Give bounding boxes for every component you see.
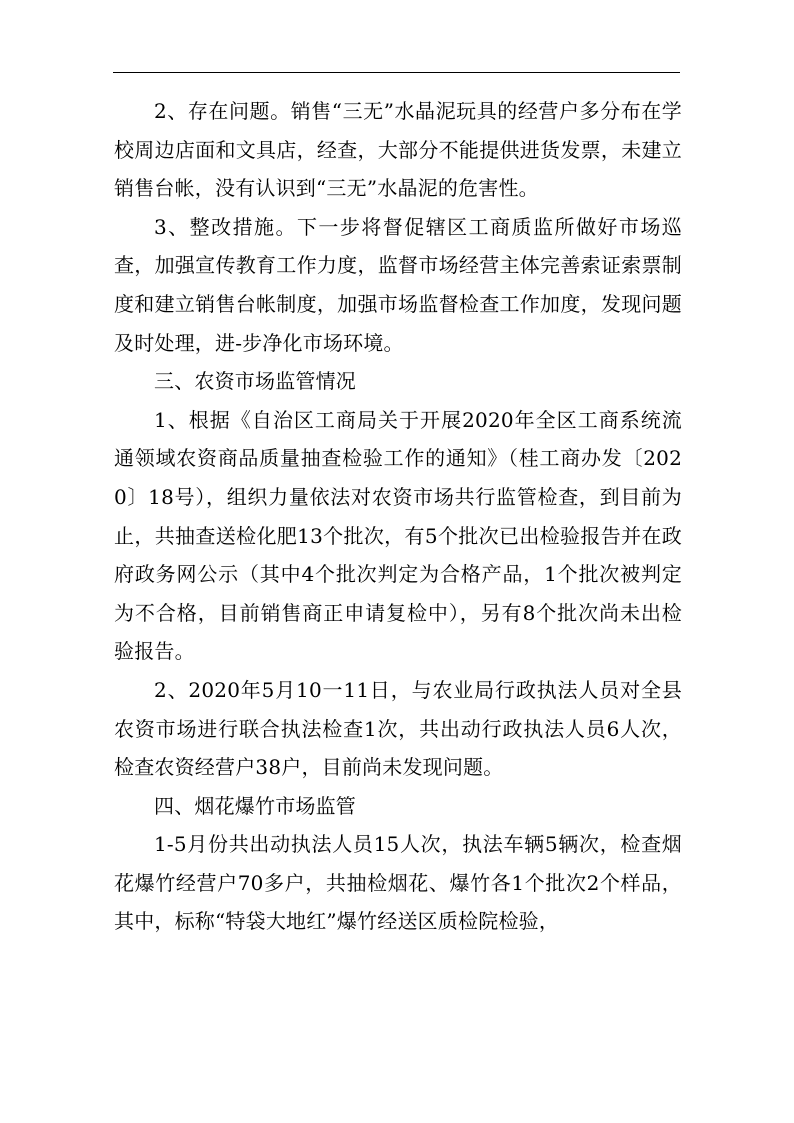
paragraph-joint-enforcement: 2、2020年5月10一11日，与农业局行政执法人员对全县农资市场进行联合执法检查1次，共出动行政执法人员6人次，检查农资经营户38户，目前尚未发现问题。 [114,677,682,780]
paragraph-agri-inspection: 1、根据《自治区工商局关于开展2020年全区工商系统流通领域农资商品质量抽查检验工作的通知》（桂工商办发〔2020〕18号），组织力量依法对农资市场共行监管检查，到目前为止，共抽查送检化肥13个批次，有5个批次已出检验报告并在政府政务网公示（其中4个批次判定为合格产品，1个批次被判定为不合格，目前销售商正申请复检中），另有8个批次尚未出检验报告。 [114,407,682,664]
paragraph-measures: 3、整改措施。下一步将督促辖区工商质监所做好市场巡查，加强宣传教育工作力度，监督市场经营主体完善索证索票制度和建立销售台帐制度，加强市场监督检查工作加度，发现问题及时处理，进-步净化市场环境。 [114,214,682,355]
document-body [114,92,682,941]
header-rule [113,72,680,73]
paragraph-fireworks: 1-5月份共出动执法人员15人次，执法车辆5辆次，检查烟花爆竹经营户70多户，共抽检烟花、爆竹各1个批次2个样品，其中，标称“特袋大地红”爆竹经送区质检院检验， [114,832,682,934]
paragraph-problems: 2、存在问题。销售“三无”水晶泥玩具的经营户多分布在学校周边店面和文具店，经查，大部分不能提供进货发票，未建立销售台帐，没有认识到“三无”水晶泥的危害性。 [114,99,682,201]
section-heading-agri-market: 三、农资市场监管情况 [154,369,356,394]
section-heading-fireworks: 四、烟花爆竹市场监管 [154,793,356,818]
